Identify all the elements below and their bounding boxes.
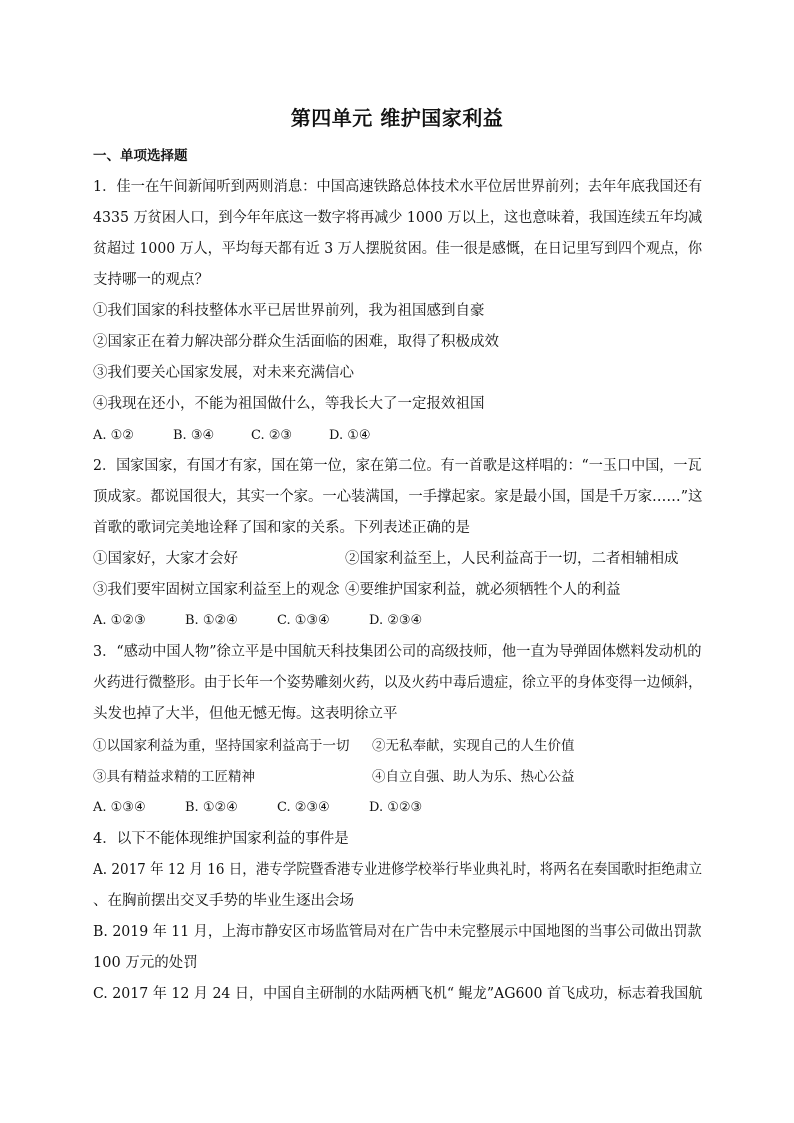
q1-option-d: D. ①④ xyxy=(329,428,371,443)
q2-statement-3: ③我们要牢固树立国家利益至上的观念 xyxy=(93,582,340,598)
q2-option-c: C. ①③④ xyxy=(277,613,330,628)
q4-option-a-line-1: A. 2017 年 12 月 16 日，港专学院暨香港专业进修学校举行毕业典礼时，将两名在奏国歌时拒绝肃立 xyxy=(93,862,703,878)
q2-line-1: 2．国家国家，有国才有家，国在第一位，家在第二位。有一首歌是这样唱的：“一玉口中国，一瓦 xyxy=(93,458,702,474)
q2-line-3: 首歌的歌词完美地诠释了国和家的关系。下列表述正确的是 xyxy=(93,520,470,536)
q1-line-1: 1．佳一在午间新闻听到两则消息：中国高速铁路总体技术水平位居世界前列；去年年底我国还有 xyxy=(93,179,703,195)
q2-option-a: A. ①②③ xyxy=(93,613,146,628)
q3-option-a: A. ①③④ xyxy=(93,800,146,815)
q2-statement-2: ②国家利益至上，人民利益高于一切，二者相辅相成 xyxy=(345,551,679,567)
q4-option-c-line-1: C. 2017 年 12 月 24 日，中国自主研制的水陆两栖飞机“ 鲲龙”AG600 首飞成功，标志着我国航 xyxy=(93,986,703,1002)
q3-statement-4: ④自立自强、助人为乐、热心公益 xyxy=(372,769,575,785)
q3-options xyxy=(93,800,422,815)
q1-statement-4: ④我现在还小，不能为祖国做什么，等我长大了一定报效祖国 xyxy=(93,396,485,412)
q4-stem: 4．以下不能体现维护国家利益的事件是 xyxy=(93,831,349,847)
q4-option-a-line-2: 、在胸前摆出交叉手势的毕业生逐出会场 xyxy=(93,893,354,909)
q1-statement-2: ②国家正在着力解决部分群众生活面临的困难，取得了积极成效 xyxy=(93,334,499,350)
q2-statement-1: ①国家好，大家才会好 xyxy=(93,551,238,567)
q4-option-b-line-2: 100 万元的处罚 xyxy=(93,955,198,971)
q3-option-c: C. ②③④ xyxy=(277,800,330,815)
q1-option-b: B. ③④ xyxy=(173,428,215,443)
q3-line-3: 头发也掉了大半，但他无憾无悔。这表明徐立平 xyxy=(93,706,398,722)
q1-option-a: A. ①② xyxy=(93,428,134,443)
q3-statement-2: ②无私奉献，实现自己的人生价值 xyxy=(372,738,575,754)
q3-statement-1: ①以国家利益为重，坚持国家利益高于一切 xyxy=(93,738,350,754)
q2-option-b: B. ①②④ xyxy=(185,613,238,628)
q2-option-d: D. ②③④ xyxy=(369,613,423,628)
q1-line-2: 4335 万贫困人口，到今年年底这一数字将再减少 1000 万以上，这也意味着，我国连续五年均减 xyxy=(93,210,703,226)
q1-option-c: C. ②③ xyxy=(251,428,293,443)
page-title: 第四单元 维护国家利益 xyxy=(290,106,504,130)
q3-statement-3: ③具有精益求精的工匠精神 xyxy=(93,769,255,785)
q1-line-4: 支持哪一的观点？ xyxy=(93,272,209,288)
q2-options xyxy=(93,613,422,628)
section-heading: 一、单项选择题 xyxy=(93,148,188,164)
q1-statement-1: ①我们国家的科技整体水平已居世界前列，我为祖国感到自豪 xyxy=(93,303,485,319)
q4-option-b-line-1: B. 2019 年 11 月，上海市静安区市场监管局对在广告中未完整展示中国地图的当事公司做出罚款 xyxy=(93,924,702,940)
q2-statement-4: ④要维护国家利益，就必须牺牲个人的利益 xyxy=(345,582,621,598)
q2-line-2: 顶成家。都说国很大，其实一个家。一心装满国，一手撑起家。家是最小国，国是千万家……”这 xyxy=(93,489,703,505)
q3-line-2: 火药进行微整形。由于长年一个姿势雕刻火药，以及火药中毒后遗症，徐立平的身体变得一边倾斜， xyxy=(93,675,702,691)
q3-option-b: B. ①②④ xyxy=(185,800,238,815)
q1-statement-3: ③我们要关心国家发展，对未来充满信心 xyxy=(93,365,354,381)
q3-option-d: D. ①②③ xyxy=(369,800,423,815)
q1-line-3: 贫超过 1000 万人，平均每天都有近 3 万人摆脱贫困。佳一很是感慨，在日记里写到四个观点，你 xyxy=(93,241,703,257)
q1-options xyxy=(93,428,371,443)
q3-line-1: 3．“感动中国人物”徐立平是中国航天科技集团公司的高级技师，他一直为导弹固体燃料发动机的 xyxy=(93,644,702,660)
